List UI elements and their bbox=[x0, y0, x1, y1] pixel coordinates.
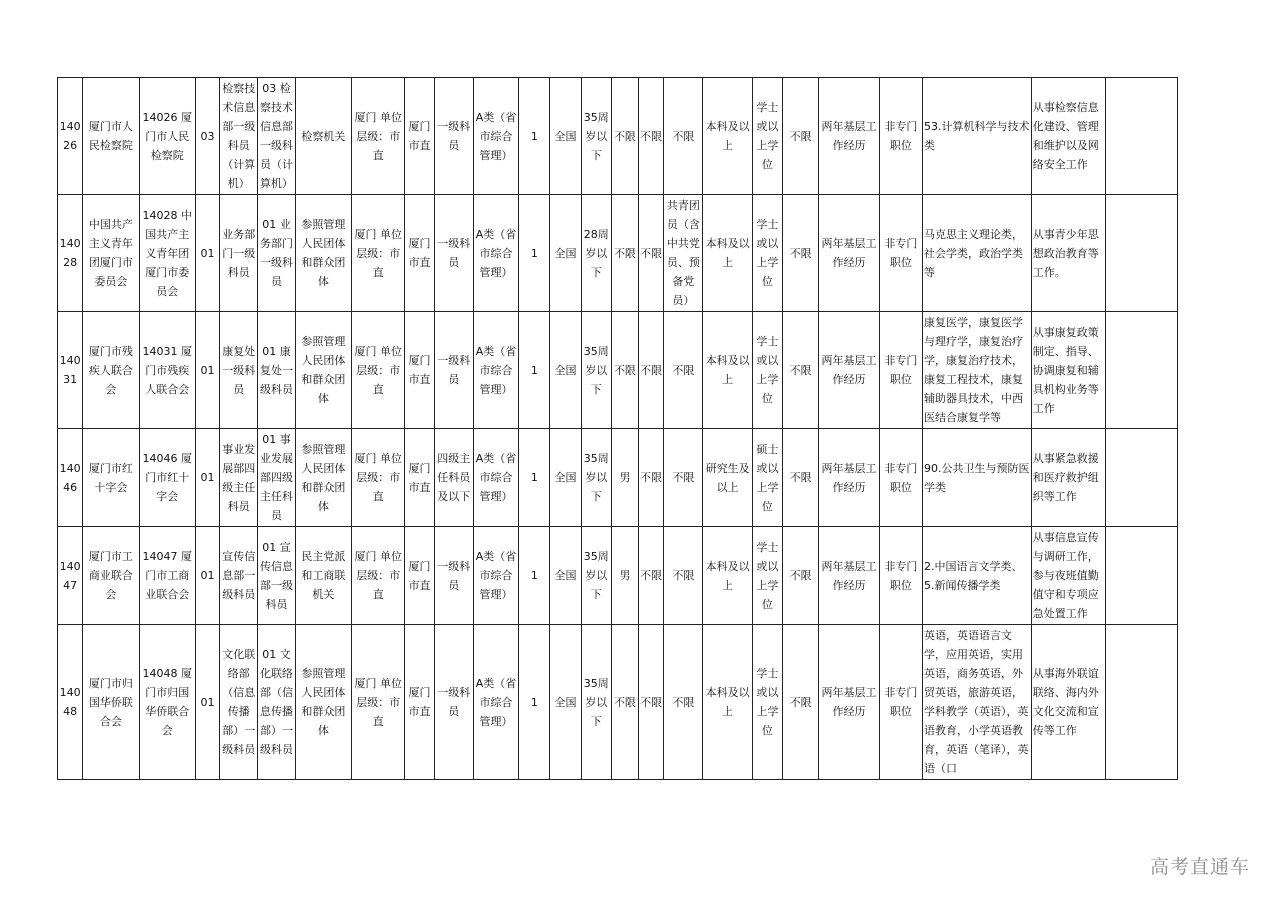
table-row bbox=[58, 312, 1178, 429]
cell-unit-code-name: 14031 厦门市残疾人联合会 bbox=[139, 312, 195, 429]
cell-location-level: 厦门 单位层级：市直 bbox=[352, 527, 405, 625]
cell-location-level: 厦门 单位层级：市直 bbox=[352, 312, 405, 429]
cell-unit-type: 参照管理人民团体和群众团体 bbox=[295, 312, 351, 429]
cell-remarks bbox=[1106, 78, 1178, 195]
cell-post-name: 业务部门一级科员 bbox=[220, 195, 258, 312]
cell-rank: 一级科员 bbox=[434, 312, 473, 429]
cell-exam-category: A类（省市综合管理） bbox=[473, 527, 518, 625]
cell-position-code: 14028 bbox=[58, 195, 83, 312]
table-row bbox=[58, 429, 1178, 527]
table-row bbox=[58, 625, 1178, 780]
cell-gender: 不限 bbox=[611, 312, 638, 429]
cell-ethnicity: 不限 bbox=[639, 527, 664, 625]
cell-work-experience: 两年基层工作经历 bbox=[819, 429, 879, 527]
cell-major-requirement: 马克思主义理论类，社会学类，政治学类等 bbox=[922, 195, 1031, 312]
cell-hiring-count: 1 bbox=[519, 527, 550, 625]
cell-household-registration: 不限 bbox=[783, 195, 819, 312]
cell-degree: 学士或以上学位 bbox=[752, 78, 782, 195]
cell-post-name: 文化联络部（信息传播部）一级科员 bbox=[220, 625, 258, 780]
cell-remarks bbox=[1106, 429, 1178, 527]
cell-major-requirement: 2.中国语言文学类、5.新闻传播学类 bbox=[922, 527, 1031, 625]
cell-job-description: 从事康复政策制定、指导、协调康复和辅具机构业务等工作 bbox=[1031, 312, 1106, 429]
table-row bbox=[58, 527, 1178, 625]
cell-degree: 学士或以上学位 bbox=[752, 195, 782, 312]
cell-post-code: 01 bbox=[195, 429, 219, 527]
cell-gender: 男 bbox=[611, 527, 638, 625]
cell-post-name: 事业发展部四级主任科员 bbox=[220, 429, 258, 527]
cell-major-requirement: 90.公共卫生与预防医学类 bbox=[922, 429, 1031, 527]
cell-post-code-name: 01 业务部门一级科员 bbox=[258, 195, 295, 312]
cell-unit-code-name: 14048 厦门市归国华侨联合会 bbox=[139, 625, 195, 780]
cell-ethnicity: 不限 bbox=[639, 78, 664, 195]
cell-exam-category: A类（省市综合管理） bbox=[473, 312, 518, 429]
cell-post-code-name: 01 宣传信息部一级科员 bbox=[258, 527, 295, 625]
cell-location-level: 厦门 单位层级：市直 bbox=[352, 195, 405, 312]
cell-post-code-name: 01 康复处一级科员 bbox=[258, 312, 295, 429]
cell-household-registration: 不限 bbox=[783, 312, 819, 429]
cell-unit-type: 民主党派和工商联机关 bbox=[295, 527, 351, 625]
cell-ethnicity: 不限 bbox=[639, 195, 664, 312]
cell-ethnicity: 不限 bbox=[639, 429, 664, 527]
cell-unit-type: 参照管理人民团体和群众团体 bbox=[295, 429, 351, 527]
cell-political-status: 不限 bbox=[664, 78, 703, 195]
cell-household-registration: 不限 bbox=[783, 527, 819, 625]
cell-post-code: 03 bbox=[195, 78, 219, 195]
cell-work-experience: 两年基层工作经历 bbox=[819, 78, 879, 195]
cell-unit-name: 中国共产主义青年团厦门市委员会 bbox=[83, 195, 139, 312]
cell-work-experience: 两年基层工作经历 bbox=[819, 527, 879, 625]
cell-hiring-count: 1 bbox=[519, 312, 550, 429]
cell-political-status: 不限 bbox=[664, 527, 703, 625]
watermark-text: 高考直通车 bbox=[1149, 856, 1250, 878]
cell-position-kind: 非专门职位 bbox=[879, 195, 922, 312]
cell-household-registration: 不限 bbox=[783, 78, 819, 195]
cell-age-requirement: 35周岁以下 bbox=[581, 527, 611, 625]
cell-recruitment-scope: 全国 bbox=[550, 625, 581, 780]
cell-job-description: 从事海外联谊联络、海内外文化交流和宣传等工作 bbox=[1031, 625, 1106, 780]
cell-gender: 不限 bbox=[611, 625, 638, 780]
cell-rank: 四级主任科员及以下 bbox=[434, 429, 473, 527]
cell-political-status: 不限 bbox=[664, 429, 703, 527]
cell-position-code: 14046 bbox=[58, 429, 83, 527]
cell-remarks bbox=[1106, 312, 1178, 429]
cell-political-status: 不限 bbox=[664, 312, 703, 429]
cell-degree: 学士或以上学位 bbox=[752, 312, 782, 429]
cell-political-status: 不限 bbox=[664, 625, 703, 780]
cell-region: 厦门市直 bbox=[405, 625, 434, 780]
cell-gender: 男 bbox=[611, 429, 638, 527]
cell-position-code: 14048 bbox=[58, 625, 83, 780]
cell-age-requirement: 35周岁以下 bbox=[581, 429, 611, 527]
cell-position-code: 14047 bbox=[58, 527, 83, 625]
cell-unit-name: 厦门市工商业联合会 bbox=[83, 527, 139, 625]
cell-exam-category: A类（省市综合管理） bbox=[473, 625, 518, 780]
cell-position-kind: 非专门职位 bbox=[879, 527, 922, 625]
cell-major-requirement: 康复医学，康复医学与理疗学，康复治疗学，康复治疗技术，康复工程技术，康复辅助器具技术，中西医结合康复学等 bbox=[922, 312, 1031, 429]
cell-recruitment-scope: 全国 bbox=[550, 312, 581, 429]
cell-location-level: 厦门 单位层级：市直 bbox=[352, 78, 405, 195]
cell-recruitment-scope: 全国 bbox=[550, 195, 581, 312]
cell-hiring-count: 1 bbox=[519, 78, 550, 195]
cell-position-kind: 非专门职位 bbox=[879, 78, 922, 195]
cell-position-kind: 非专门职位 bbox=[879, 312, 922, 429]
cell-post-code: 01 bbox=[195, 195, 219, 312]
cell-unit-name: 厦门市残疾人联合会 bbox=[83, 312, 139, 429]
cell-remarks bbox=[1106, 527, 1178, 625]
cell-unit-type: 检察机关 bbox=[295, 78, 351, 195]
cell-education: 本科及以上 bbox=[703, 78, 752, 195]
cell-political-status: 共青团员（含中共党员、预备党员） bbox=[664, 195, 703, 312]
cell-ethnicity: 不限 bbox=[639, 312, 664, 429]
cell-education: 本科及以上 bbox=[703, 312, 752, 429]
cell-unit-name: 厦门市人民检察院 bbox=[83, 78, 139, 195]
cell-major-requirement: 英语，英语语言文学，应用英语，实用英语，商务英语，外贸英语，旅游英语，学科教学（英语），英语教育，小学英语教育，英语（笔译），英语（口 bbox=[922, 625, 1031, 780]
cell-rank: 一级科员 bbox=[434, 625, 473, 780]
table-row bbox=[58, 195, 1178, 312]
cell-position-code: 14026 bbox=[58, 78, 83, 195]
cell-ethnicity: 不限 bbox=[639, 625, 664, 780]
cell-age-requirement: 28周岁以下 bbox=[581, 195, 611, 312]
cell-education: 本科及以上 bbox=[703, 195, 752, 312]
cell-post-name: 康复处一级科员 bbox=[220, 312, 258, 429]
cell-recruitment-scope: 全国 bbox=[550, 78, 581, 195]
cell-education: 本科及以上 bbox=[703, 625, 752, 780]
cell-unit-code-name: 14028 中国共产主义青年团厦门市委员会 bbox=[139, 195, 195, 312]
cell-region: 厦门市直 bbox=[405, 195, 434, 312]
cell-post-code: 01 bbox=[195, 312, 219, 429]
cell-remarks bbox=[1106, 195, 1178, 312]
cell-post-code-name: 01 文化联络部（信息传播部）一级科员 bbox=[258, 625, 295, 780]
cell-gender: 不限 bbox=[611, 195, 638, 312]
cell-unit-type: 参照管理人民团体和群众团体 bbox=[295, 625, 351, 780]
cell-rank: 一级科员 bbox=[434, 78, 473, 195]
cell-post-code: 01 bbox=[195, 625, 219, 780]
cell-unit-code-name: 14046 厦门市红十字会 bbox=[139, 429, 195, 527]
cell-region: 厦门市直 bbox=[405, 527, 434, 625]
cell-education: 本科及以上 bbox=[703, 527, 752, 625]
cell-hiring-count: 1 bbox=[519, 429, 550, 527]
cell-job-description: 从事信息宣传与调研工作，参与夜班值勤值守和专项应急处置工作 bbox=[1031, 527, 1106, 625]
cell-education: 研究生及以上 bbox=[703, 429, 752, 527]
cell-hiring-count: 1 bbox=[519, 195, 550, 312]
cell-post-code-name: 01 事业发展部四级主任科员 bbox=[258, 429, 295, 527]
cell-region: 厦门市直 bbox=[405, 78, 434, 195]
cell-post-code-name: 03 检察技术信息部一级科员（计算机） bbox=[258, 78, 295, 195]
cell-major-requirement: 53.计算机科学与技术类 bbox=[922, 78, 1031, 195]
table-row bbox=[58, 78, 1178, 195]
cell-position-code: 14031 bbox=[58, 312, 83, 429]
cell-unit-code-name: 14047 厦门市工商业联合会 bbox=[139, 527, 195, 625]
cell-job-description: 从事青少年思想政治教育等工作。 bbox=[1031, 195, 1106, 312]
cell-location-level: 厦门 单位层级：市直 bbox=[352, 429, 405, 527]
cell-degree: 学士或以上学位 bbox=[752, 625, 782, 780]
cell-unit-type: 参照管理人民团体和群众团体 bbox=[295, 195, 351, 312]
cell-unit-name: 厦门市归国华侨联合会 bbox=[83, 625, 139, 780]
cell-exam-category: A类（省市综合管理） bbox=[473, 78, 518, 195]
cell-exam-category: A类（省市综合管理） bbox=[473, 195, 518, 312]
cell-recruitment-scope: 全国 bbox=[550, 429, 581, 527]
cell-unit-code-name: 14026 厦门市人民检察院 bbox=[139, 78, 195, 195]
cell-rank: 一级科员 bbox=[434, 195, 473, 312]
cell-region: 厦门市直 bbox=[405, 312, 434, 429]
cell-degree: 学士或以上学位 bbox=[752, 527, 782, 625]
cell-work-experience: 两年基层工作经历 bbox=[819, 625, 879, 780]
job-listing-table bbox=[57, 77, 1178, 780]
cell-region: 厦门市直 bbox=[405, 429, 434, 527]
cell-position-kind: 非专门职位 bbox=[879, 429, 922, 527]
cell-work-experience: 两年基层工作经历 bbox=[819, 195, 879, 312]
cell-post-code: 01 bbox=[195, 527, 219, 625]
cell-post-name: 宣传信息部一级科员 bbox=[220, 527, 258, 625]
cell-recruitment-scope: 全国 bbox=[550, 527, 581, 625]
cell-age-requirement: 35周岁以下 bbox=[581, 312, 611, 429]
cell-position-kind: 非专门职位 bbox=[879, 625, 922, 780]
cell-exam-category: A类（省市综合管理） bbox=[473, 429, 518, 527]
cell-age-requirement: 35周岁以下 bbox=[581, 78, 611, 195]
cell-location-level: 厦门 单位层级：市直 bbox=[352, 625, 405, 780]
cell-household-registration: 不限 bbox=[783, 625, 819, 780]
cell-gender: 不限 bbox=[611, 78, 638, 195]
cell-degree: 硕士或以上学位 bbox=[752, 429, 782, 527]
cell-job-description: 从事检察信息化建设、管理和维护以及网络安全工作 bbox=[1031, 78, 1106, 195]
cell-work-experience: 两年基层工作经历 bbox=[819, 312, 879, 429]
cell-remarks bbox=[1106, 625, 1178, 780]
cell-job-description: 从事紧急救援和医疗救护组织等工作 bbox=[1031, 429, 1106, 527]
cell-unit-name: 厦门市红十字会 bbox=[83, 429, 139, 527]
cell-hiring-count: 1 bbox=[519, 625, 550, 780]
cell-household-registration: 不限 bbox=[783, 429, 819, 527]
cell-post-name: 检察技术信息部一级科员（计算机） bbox=[220, 78, 258, 195]
cell-age-requirement: 35周岁以下 bbox=[581, 625, 611, 780]
cell-rank: 一级科员 bbox=[434, 527, 473, 625]
